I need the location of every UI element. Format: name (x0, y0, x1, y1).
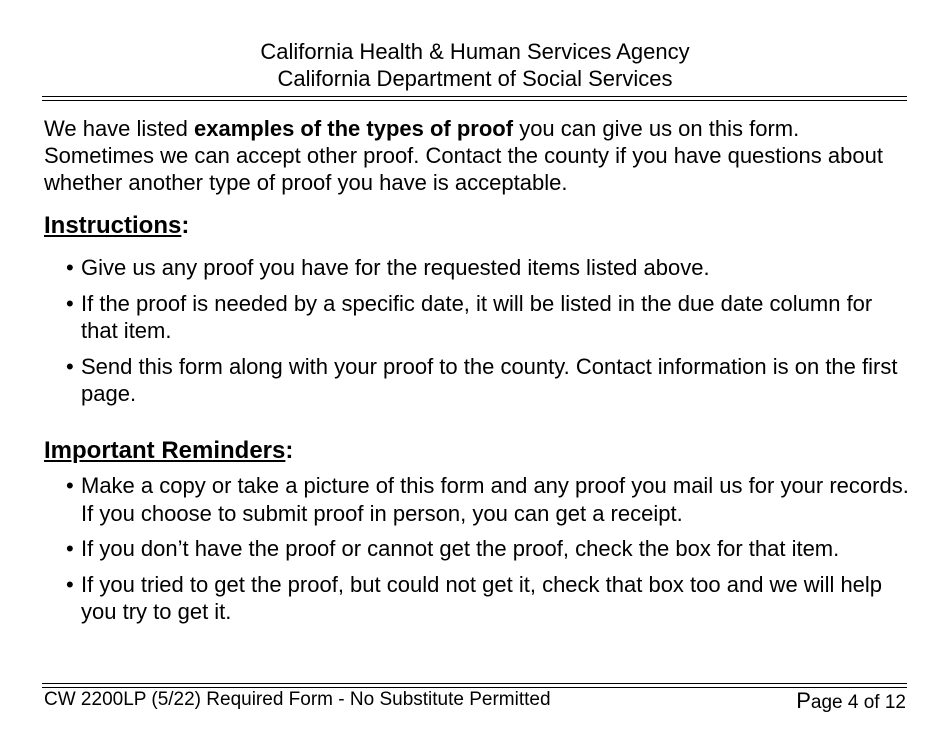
instructions-heading (44, 212, 189, 240)
list-item-text: Give us any proof you have for the requested items listed above. (81, 255, 710, 280)
page-header (0, 38, 950, 92)
reminders-heading-colon: : (285, 437, 294, 464)
bullet-icon: • (66, 473, 74, 498)
intro-lead: We have listed (44, 116, 195, 141)
page-word-initial: P (796, 688, 811, 713)
intro-paragraph (44, 115, 904, 196)
instructions-heading-text: Instructions (44, 212, 182, 239)
bullet-icon: • (66, 290, 74, 316)
instructions-heading-colon: : (181, 212, 190, 239)
reminders-heading (44, 437, 293, 465)
intro-rest: you can give us on this form. Sometimes we can accept other proof. Contact the county if you have questions about whether another type of proof you have is acceptable. (44, 116, 883, 195)
list-item (66, 353, 911, 408)
agency-name: California Health & Human Services Agency (260, 39, 690, 64)
page-number (796, 689, 906, 715)
bullet-icon: • (66, 536, 74, 561)
instructions-list (66, 254, 911, 416)
intro-bold: examples of the types of proof (194, 116, 514, 141)
reminders-list (66, 472, 911, 634)
bullet-icon: • (66, 255, 74, 280)
list-item (66, 571, 911, 626)
reminders-heading-text: Important Reminders (44, 437, 286, 464)
header-divider (42, 96, 907, 101)
department-name: California Department of Social Services (277, 66, 673, 91)
list-item-text: If you tried to get the proof, but could not get it, check that box too and we will help you try to get it. (81, 571, 883, 624)
list-item-text: If you don’t have the proof or cannot get the proof, check the box for that item. (81, 536, 840, 561)
page-word-rest: age 4 of 12 (810, 692, 906, 713)
bullet-icon: • (66, 353, 74, 379)
list-item-text: If the proof is needed by a specific date, it will be listed in the due date column for that item. (81, 290, 873, 343)
list-item-text: Send this form along with your proof to the county. Contact information is on the first page. (81, 353, 898, 406)
bullet-icon: • (66, 571, 74, 597)
list-item-text: Make a copy or take a picture of this form and any proof you mail us for your records. If you choose to submit proof in person, you can get a receipt. (81, 473, 909, 526)
list-item (66, 290, 911, 345)
form-id: CW 2200LP (5/22) Required Form - No Substitute Permitted (44, 689, 551, 710)
list-item (66, 254, 911, 282)
list-item (66, 535, 911, 563)
list-item (66, 472, 911, 527)
